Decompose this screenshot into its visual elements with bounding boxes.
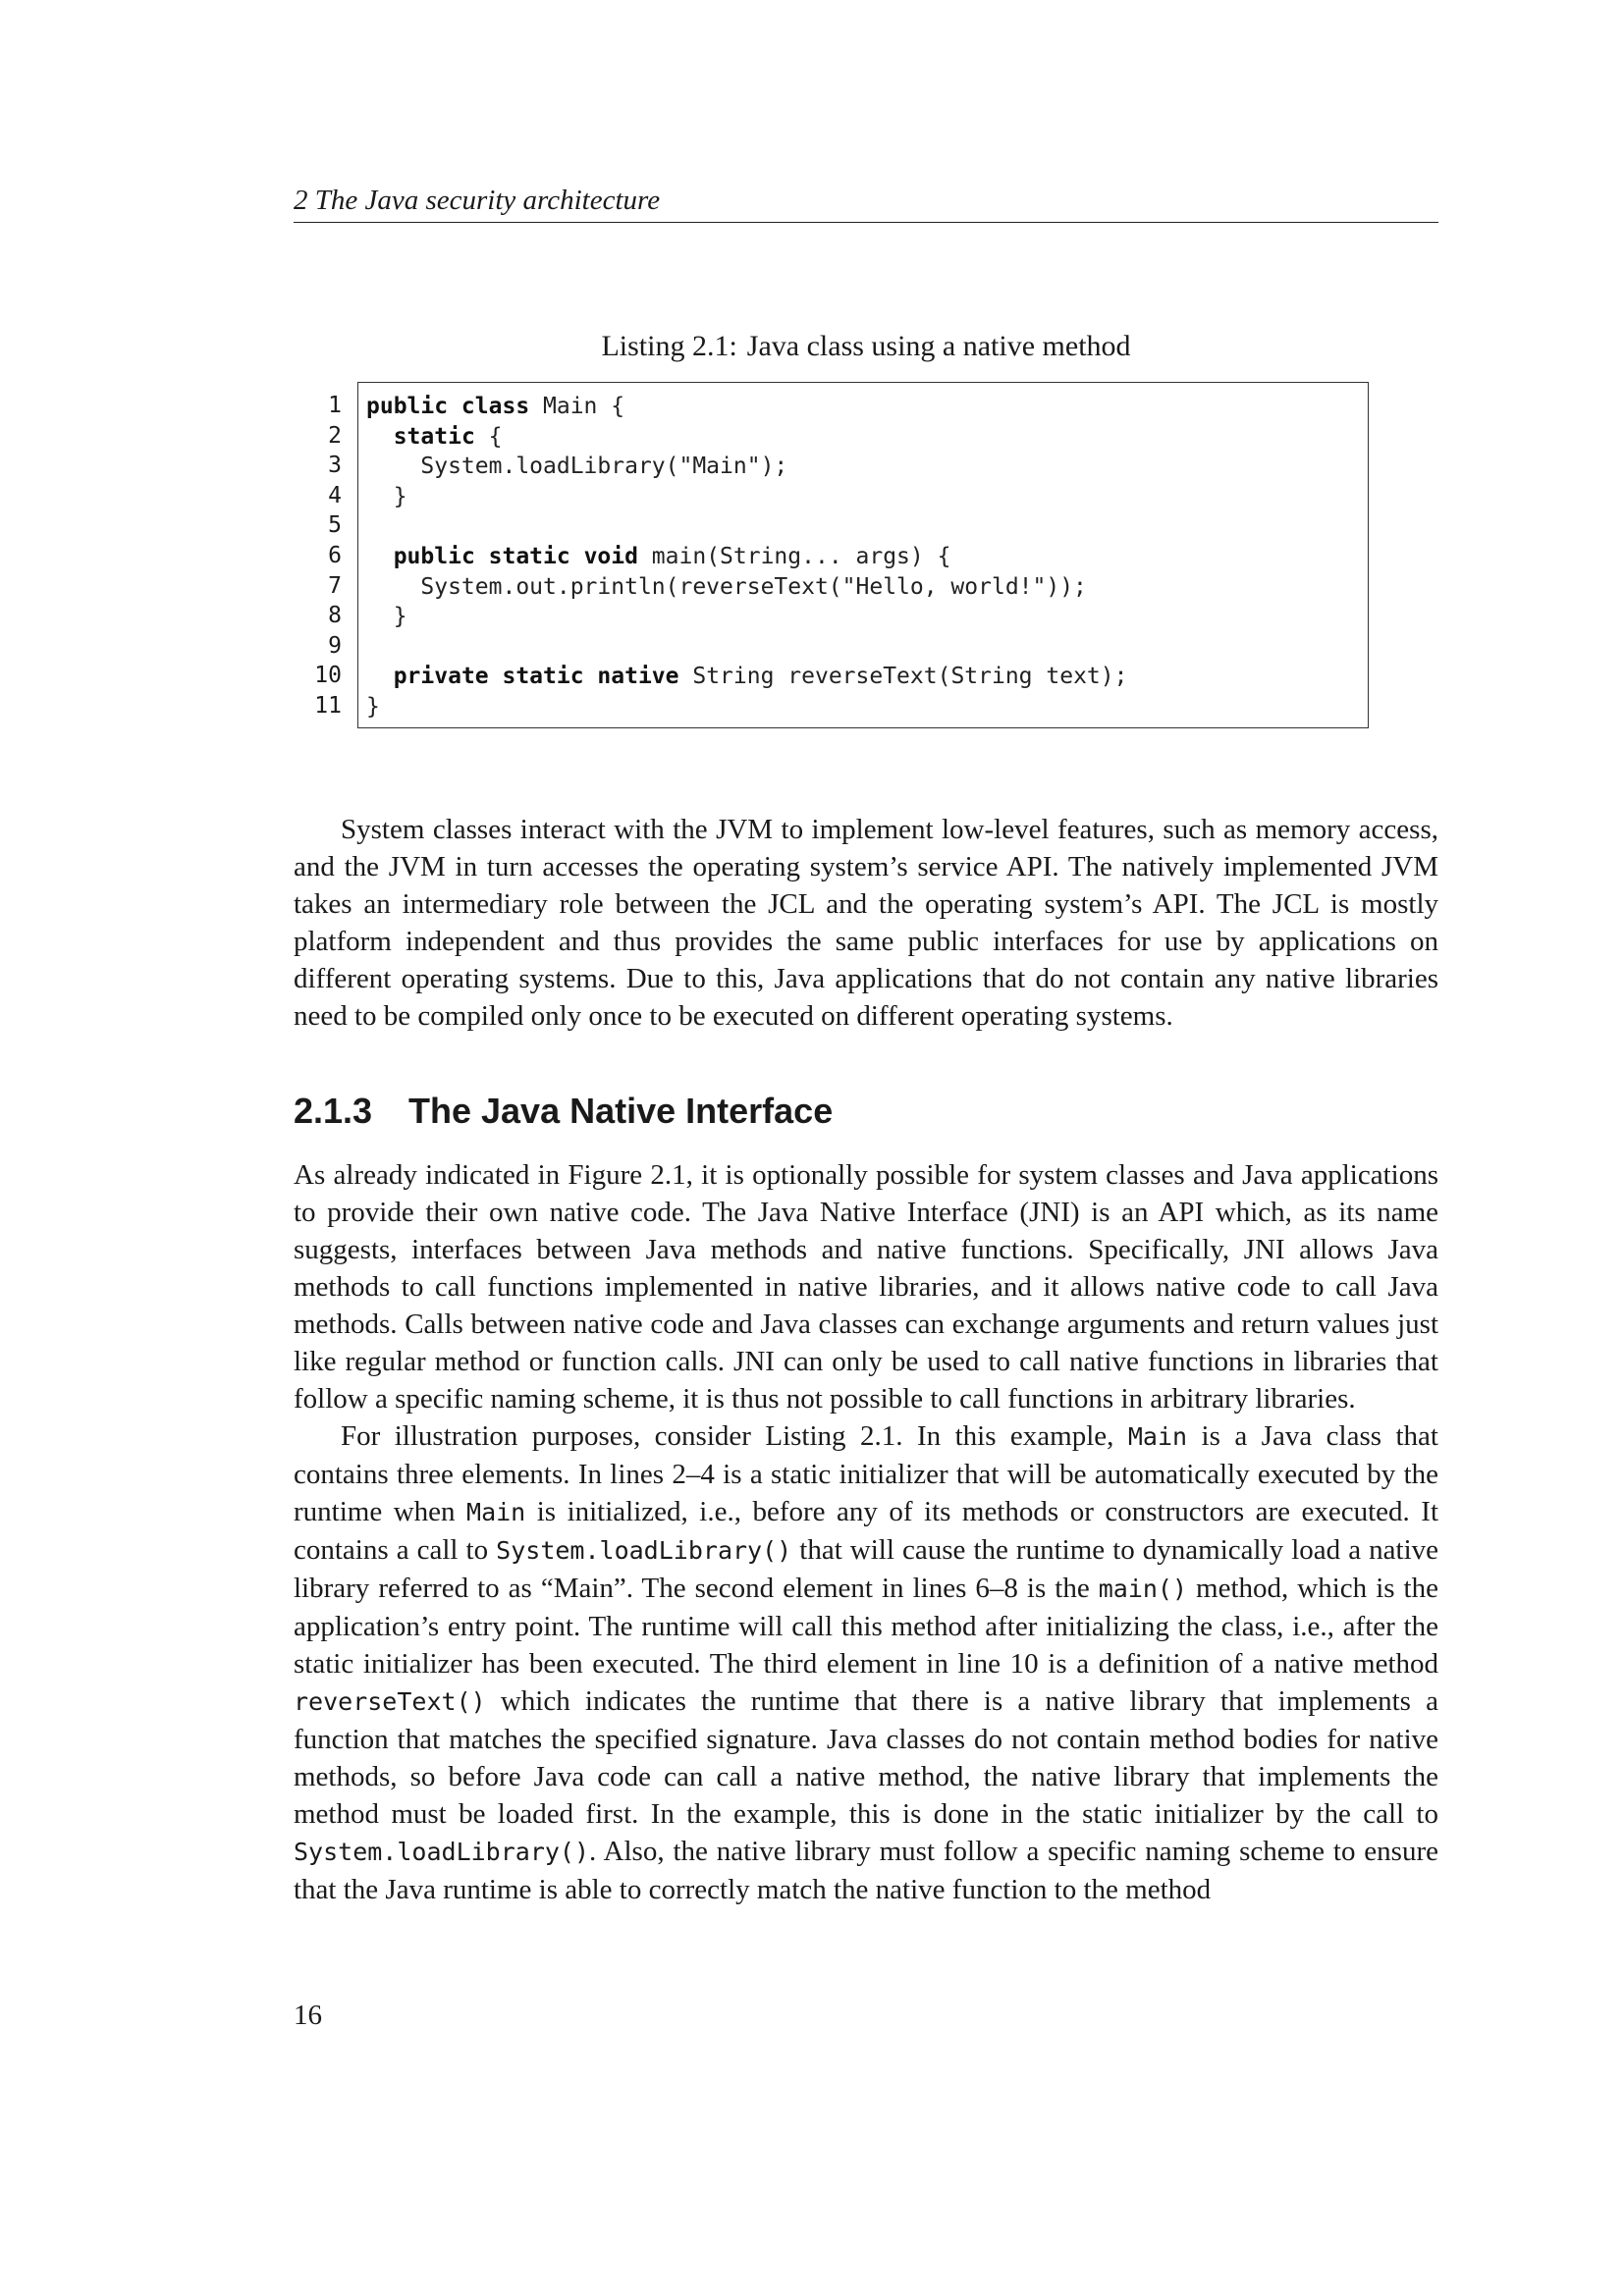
section-heading xyxy=(294,1088,1438,1135)
paragraph-system-classes: System classes interact with the JVM to implement low-level features, such as memory access, and the JVM in turn accesses the operating system’s service API. The natively implemented JVM takes an intermediary role between the JCL and the operating system’s API. The JCL is mostly platform independent and thus provides the same public interfaces for use by applications on different operating systems. Due to this, Java applications that do not contain any native libraries need to be compiled only once to be executed on different operating systems. xyxy=(294,814,1438,1032)
code-line xyxy=(358,632,1368,663)
section-title: The Java Native Interface xyxy=(408,1091,834,1131)
code-text: System.loadLibrary("Main"); xyxy=(420,454,788,480)
inline-code: Main xyxy=(466,1498,526,1526)
line-number: 5 xyxy=(328,512,342,539)
code-line xyxy=(358,422,1368,453)
section-number: 2.1.3 xyxy=(294,1091,373,1131)
listing-line-numbers xyxy=(295,391,342,721)
listing-caption xyxy=(294,328,1438,365)
line-number: 9 xyxy=(328,632,342,659)
code-keyword: public class xyxy=(366,394,530,419)
line-number: 4 xyxy=(328,482,342,508)
code-listing xyxy=(357,382,1369,728)
code-line xyxy=(358,392,1368,422)
paragraph-jni-intro: As already indicated in Figure 2.1, it is optionally possible for system classes and Java applications to provide their own native code. The Java Native Interface (JNI) is an API which, as its name suggests, interfaces between Java methods and native functions. Specifically, JNI allows Java methods to call functions implemented in native libraries, and it allows native code to call Java methods. Calls between native code and Java classes can exchange arguments and return values just like regular method or function calls. JNI can only be used to call native functions in libraries that follow a specific naming scheme, it is thus not possible to call functions in arbitrary libraries. xyxy=(294,1159,1438,1415)
line-number: 3 xyxy=(328,453,342,479)
body-section-intro xyxy=(294,811,1438,1035)
line-number: 11 xyxy=(314,692,342,719)
code-line xyxy=(358,662,1368,692)
listing-caption-text: Java class using a native method xyxy=(746,330,1131,362)
code-text: { xyxy=(474,423,503,450)
code-text: System.out.println(reverseText("Hello, world!")); xyxy=(420,573,1087,600)
code-line xyxy=(358,482,1368,512)
code-text: } xyxy=(366,693,380,720)
line-number: 2 xyxy=(328,422,342,449)
code-line xyxy=(358,692,1368,722)
inline-code: main() xyxy=(1098,1575,1188,1603)
line-number: 10 xyxy=(314,663,342,689)
code-text: main(String... args) { xyxy=(637,543,951,569)
inline-code: reverseText() xyxy=(294,1687,486,1716)
code-text: String reverseText(String text); xyxy=(678,664,1128,690)
running-head-text: 2 The Java security architecture xyxy=(294,185,661,216)
code-keyword: public static void xyxy=(393,543,638,569)
code-text: } xyxy=(393,483,407,509)
running-head xyxy=(294,183,1438,223)
inline-code: System.loadLibrary() xyxy=(496,1536,792,1565)
inline-code: Main xyxy=(1127,1422,1188,1451)
code-line xyxy=(358,572,1368,603)
code-text: } xyxy=(393,604,407,630)
line-number: 1 xyxy=(328,393,342,418)
line-number: 7 xyxy=(328,572,342,599)
line-number: 6 xyxy=(328,542,342,568)
code-line xyxy=(358,452,1368,482)
listing-caption-label: Listing 2.1: xyxy=(601,330,737,362)
code-keyword: private static native xyxy=(393,664,679,690)
code-line xyxy=(358,602,1368,632)
inline-code: System.loadLibrary() xyxy=(294,1838,590,1866)
code-text: Main { xyxy=(529,394,625,419)
code-line xyxy=(358,542,1368,572)
page-number: 16 xyxy=(294,2000,322,2031)
body-section-jni xyxy=(294,1156,1438,1908)
code-line xyxy=(358,511,1368,542)
code-keyword: static xyxy=(393,423,475,450)
line-number: 8 xyxy=(328,603,342,629)
paragraph-listing-explanation: For illustration purposes, consider Listing 2.1. In this example, Main is a Java class that contains three elements. In lines 2–4 is a static initializer that will be automatically executed by the runtime when Main is initialized, i.e., before any of its methods or constructors are executed. It contains a call to System.loadLibrary() that will cause the runtime to dynamically load a native library referred to as “Main”. The second element in lines 6–8 is the main() method, which is the application’s entry point. The runtime will call this method after initializing the class, i.e., after the static initializer has been executed. The third element in line 10 is a definition of a native method reverseText() which indicates the runtime that there is a native library that implements a function that matches the specified signature. Java classes do not contain method bodies for native methods, so before Java code can call a native method, the native library that implements the method must be loaded first. In the example, this is done in the static initializer by the call to System.loadLibrary(). Also, the native library must follow a specific naming scheme to ensure that the Java runtime is able to correctly match the native function to the method xyxy=(294,1420,1439,1905)
